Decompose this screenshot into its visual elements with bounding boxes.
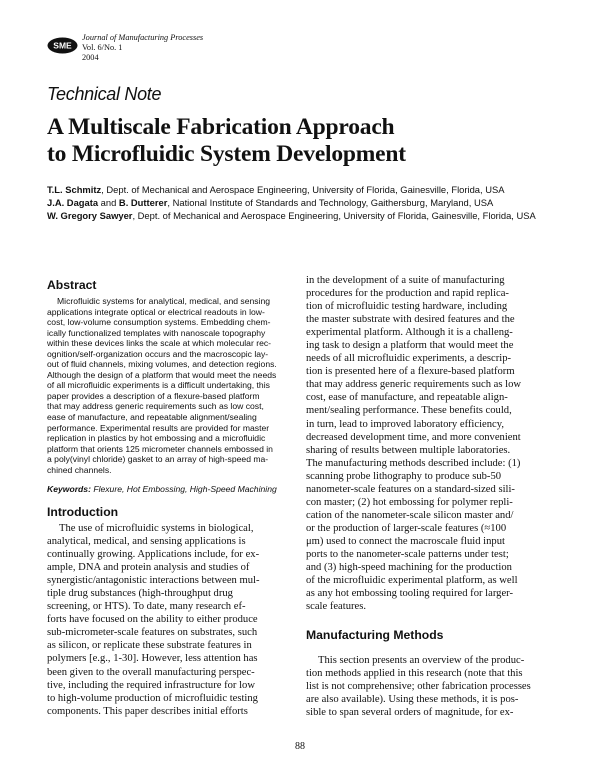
paper-title	[47, 114, 406, 168]
abstract-line: platform that orients 125 micrometer channels embossed in	[47, 443, 273, 454]
body-line: or the production of larger-scale features (≈100	[306, 522, 507, 534]
author-affiliation: , Dept. of Mechanical and Aerospace Engineering, University of Florida, Gainesville, Florida, USA	[132, 210, 536, 221]
body-line: tion of microfluidic testing hardware, including	[306, 301, 508, 313]
intro-line: continually growing. Applications include, for ex-	[47, 549, 260, 561]
body-line: needs of all microfluidic experiments, a descrip-	[306, 353, 512, 365]
abstract-body	[47, 296, 291, 475]
body-line: the master substrate with desired features and the	[306, 314, 515, 326]
body-line: μm) used to connect the macroscale fluid input	[306, 535, 505, 547]
body-line: scale features.	[306, 601, 366, 613]
intro-line: screening, or HTS). To date, many research ef-	[47, 601, 246, 613]
mm-line: list is not comprehensive; other fabrication processes	[306, 681, 531, 693]
intro-line: been given to the overall manufacturing perspec-	[47, 666, 255, 678]
author-name: T.L. Schmitz	[47, 184, 102, 195]
author-affiliation: , Dept. of Mechanical and Aerospace Engineering, University of Florida, Gainesville, Florida, USA	[101, 184, 505, 195]
body-line: sharing of results between multiple laboratories.	[306, 444, 511, 456]
abstract-line: chined channels.	[47, 464, 112, 475]
abstract-line: Microfluidic systems for analytical, medical, and sensing	[57, 296, 271, 306]
body-line: tion is presented here of a flexure-based platform	[306, 366, 515, 378]
mm-line: are also available). Using these methods, it is pos-	[306, 694, 519, 706]
intro-line: polymers [e.g., 1-30]. However, less attention has	[47, 653, 258, 665]
abstract-line: paper provides a description of a flexure-based platform	[47, 390, 260, 401]
intro-line: analytical, medical, and sensing applications is	[47, 536, 246, 548]
section-label: Technical Note	[47, 84, 162, 104]
author-list	[47, 183, 536, 222]
abstract-line: performance. Experimental results are provided for master	[47, 422, 270, 433]
body-line: ing task to design a platform that would meet the	[306, 340, 514, 352]
body-line: of the microfluidic experimental platform, as well	[306, 575, 518, 587]
intro-line: sub-micrometer-scale features on substrates, such	[47, 627, 258, 639]
intro-line: The use of microfluidic systems in biological,	[59, 523, 254, 534]
keywords-label: Keywords:	[47, 484, 91, 494]
sme-logo	[47, 37, 78, 54]
abstract-line: a poly(vinyl chloride) gasket to an array of high-speed ma-	[47, 454, 269, 465]
journal-volume: Vol. 6/No. 1	[82, 42, 123, 52]
svg-text:SME: SME	[53, 40, 72, 51]
intro-line: components. This paper describes initial efforts	[47, 705, 248, 717]
intro-line: ample, DNA and protein analysis and studies of	[47, 562, 250, 574]
intro-line: as silicon, or replicate these substrate features in	[47, 640, 252, 652]
body-line: in the development of a suite of manufacturing	[306, 275, 505, 286]
body-line: scanning probe lithography to produce sub-50	[306, 470, 502, 482]
author-and: and	[98, 197, 119, 208]
mm-line: This section presents an overview of the produc-	[318, 655, 525, 666]
author-name: J.A. Dagata	[47, 197, 99, 208]
body-line: procedures for the production and rapid replica-	[306, 288, 509, 300]
author-name: W. Gregory Sawyer	[47, 210, 133, 221]
abstract-line: Although the design of a platform that would meet the needs	[47, 369, 277, 380]
keywords-text: Flexure, Hot Embossing, High-Speed Machining	[90, 484, 277, 494]
body-line: nanometer-scale features on a standard-sized sili-	[306, 483, 515, 495]
title-line: A Multiscale Fabrication Approach	[47, 114, 395, 140]
body-line: con master; (2) hot embossing for polymer repli-	[306, 496, 513, 508]
abstract-line: ognition/self-organization occurs and the macroscopic lay-	[47, 348, 269, 359]
intro-line: synergistic/antagonistic interactions between mul-	[47, 575, 260, 587]
abstract-line: of all microfluidic experiments is a difficult undertaking, this	[47, 380, 270, 391]
body-line: cost, ease of manufacture, and repeatable align-	[306, 392, 508, 404]
body-line: decreased development time, and more convenient	[306, 431, 521, 443]
body-line: that may address generic requirements such as low	[306, 379, 522, 391]
abstract-line: replication in plastics by hot embossing and a microfluidic	[47, 433, 266, 444]
manufacturing-body	[306, 654, 554, 719]
body-line: and (3) high-speed machining for the production	[306, 562, 512, 574]
author-name: B. Dutterer	[118, 197, 168, 208]
body-line: as any hot embossing tooling required for larger-	[306, 588, 514, 600]
introduction-heading: Introduction	[47, 505, 119, 519]
body-line: experimental platform. Although it is a challeng-	[306, 327, 513, 339]
abstract-line: ease of manufacture, and repeatable alignment/sealing	[47, 412, 257, 423]
body-line: The manufacturing methods described include: (1)	[306, 457, 521, 469]
abstract-heading: Abstract	[47, 278, 97, 292]
right-column-body	[306, 274, 554, 613]
body-line: in turn, lead to improved laboratory efficiency,	[306, 418, 504, 430]
abstract-line: applications integrate optical or electrical readouts in low-	[47, 306, 265, 317]
body-line: ports to the nanometer-scale patterns under test;	[306, 548, 509, 560]
body-line: ment/sealing performance. These benefits could,	[306, 405, 512, 417]
mm-line: tion methods applied in this research (note that this	[306, 668, 523, 680]
introduction-body	[47, 522, 291, 718]
journal-info	[82, 33, 203, 62]
abstract-line: ically functionalized templates with nanoscale topography	[47, 327, 266, 338]
mm-line: sible to span several orders of magnitude, for ex-	[306, 707, 514, 719]
author-line	[47, 196, 536, 209]
abstract-line: cost, low-volume consumption systems. Embedding chem-	[47, 317, 271, 328]
author-line	[47, 183, 536, 196]
journal-name: Journal of Manufacturing Processes	[82, 33, 204, 42]
body-line: cation of the nanometer-scale silicon master and/	[306, 509, 514, 521]
keywords	[47, 484, 277, 494]
title-line: to Microfluidic System Development	[47, 141, 406, 167]
journal-year: 2004	[82, 52, 99, 62]
abstract-line: within these devices links the scale at which molecular rec-	[47, 338, 272, 349]
abstract-line: out of fluid channels, mixing volumes, and detection regions.	[47, 359, 277, 370]
page-number: 88	[295, 741, 305, 752]
abstract-line: that may address generic requirements such as low cost,	[47, 401, 264, 412]
author-affiliation: , National Institute of Standards and Technology, Gaithersburg, Maryland, USA	[167, 197, 494, 208]
intro-line: tiple drug substances (high-throughput drug	[47, 588, 233, 600]
author-line	[47, 209, 536, 222]
intro-line: to high-volume production of microfluidic testing	[47, 692, 258, 704]
manufacturing-heading: Manufacturing Methods	[306, 628, 444, 642]
intro-line: tive, including the required infrastructure for low	[47, 679, 255, 691]
intro-line: forts have focused on the ability to either produce	[47, 614, 258, 626]
